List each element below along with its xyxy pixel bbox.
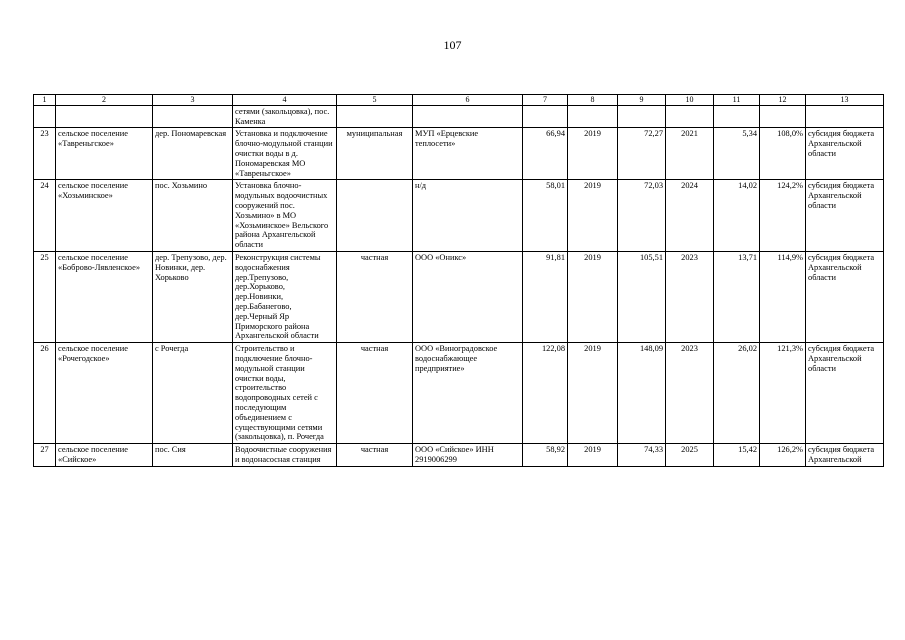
project-cell: Реконструкция системы водоснабжения дер.Трепузово, дер.Хорьково, дер.Новинки, дер.Бабанегово, дер.Черный Яр Приморского района Архангельской области [233, 251, 337, 342]
header-cell: 3 [153, 95, 233, 106]
value-cell: 72,27 [618, 128, 666, 180]
value-cell: 26,02 [714, 343, 760, 444]
project-cell: Строительство и подключение блочно-модульной станции очистки воды, строительство водопроводных сетей с последующим объединением с существующими сетями (закольцовка), п. Рочегда [233, 343, 337, 444]
header-cell: 12 [760, 95, 806, 106]
value-cell: 15,42 [714, 444, 760, 467]
header-cell: 11 [714, 95, 760, 106]
table-row [34, 343, 884, 444]
locality-cell: пос. Сия [153, 444, 233, 467]
value-cell: 105,51 [618, 251, 666, 342]
funding-source-cell: субсидия бюджета Архангельской [806, 444, 884, 467]
funding-source-cell: субсидия бюджета Архангельской области [806, 251, 884, 342]
percent-cell: 126,2% [760, 444, 806, 467]
value-cell: 13,71 [714, 251, 760, 342]
header-cell: 13 [806, 95, 884, 106]
project-cell: Установка блочно-модульных водоочистных сооружений пос. Хозьмино» в МО «Хозьминское» Вельского района Архангельской области [233, 180, 337, 252]
year-cell: 2019 [568, 251, 618, 342]
locality-cell: дер. Трепузово, дер. Новинки, дер. Хорьково [153, 251, 233, 342]
funding-source-cell: субсидия бюджета Архангельской области [806, 128, 884, 180]
ownership-cell: частная [337, 251, 413, 342]
value-cell: 66,94 [523, 128, 568, 180]
value-cell: 122,08 [523, 343, 568, 444]
settlement-cell: сельское поселение «Сийское» [56, 444, 153, 467]
row-number: 23 [34, 128, 56, 180]
project-cell: Установка и подключение блочно-модульной станции очистки воды в д. Пономаревская МО «Тавреньгское» [233, 128, 337, 180]
table-row [34, 251, 884, 342]
header-cell: 8 [568, 95, 618, 106]
value-cell: 74,33 [618, 444, 666, 467]
year-cell: 2024 [666, 180, 714, 252]
operator-cell: ООО «Оникс» [413, 251, 523, 342]
percent-cell: 114,9% [760, 251, 806, 342]
row-number: 24 [34, 180, 56, 252]
header-cell: 9 [618, 95, 666, 106]
percent-cell: 124,2% [760, 180, 806, 252]
row-number: 25 [34, 251, 56, 342]
header-cell: 4 [233, 95, 337, 106]
ownership-cell: муниципальная [337, 128, 413, 180]
year-cell: 2019 [568, 343, 618, 444]
funding-source-cell: субсидия бюджета Архангельской области [806, 343, 884, 444]
value-cell: 5,34 [714, 128, 760, 180]
value-cell: 14,02 [714, 180, 760, 252]
value-cell: 58,01 [523, 180, 568, 252]
settlement-cell: сельское поселение «Хозьминское» [56, 180, 153, 252]
value-cell: 72,03 [618, 180, 666, 252]
year-cell: 2021 [666, 128, 714, 180]
year-cell: 2019 [568, 180, 618, 252]
locality-cell: дер. Пономаревская [153, 128, 233, 180]
year-cell: 2019 [568, 128, 618, 180]
value-cell: 58,92 [523, 444, 568, 467]
ownership-cell [337, 180, 413, 252]
row-number: 26 [34, 343, 56, 444]
funding-source-cell: субсидия бюджета Архангельской области [806, 180, 884, 252]
locality-cell: с Рочегда [153, 343, 233, 444]
row-number: 27 [34, 444, 56, 467]
settlement-cell: сельское поселение «Тавреньгское» [56, 128, 153, 180]
data-table [33, 94, 884, 467]
percent-cell: 108,0% [760, 128, 806, 180]
value-cell: 91,81 [523, 251, 568, 342]
locality-cell: пос. Хозьмино [153, 180, 233, 252]
table-row [34, 180, 884, 252]
header-cell: 7 [523, 95, 568, 106]
year-cell: 2023 [666, 343, 714, 444]
ownership-cell: частная [337, 343, 413, 444]
header-cell: 6 [413, 95, 523, 106]
year-cell: 2025 [666, 444, 714, 467]
year-cell: 2019 [568, 444, 618, 467]
header-cell: 10 [666, 95, 714, 106]
year-cell: 2023 [666, 251, 714, 342]
header-cell: 1 [34, 95, 56, 106]
carryover-row [34, 105, 884, 128]
percent-cell: 121,3% [760, 343, 806, 444]
table-row [34, 128, 884, 180]
page-number: 107 [443, 38, 462, 52]
header-row [34, 95, 884, 106]
value-cell: 148,09 [618, 343, 666, 444]
operator-cell: МУП «Ерцевские теплосети» [413, 128, 523, 180]
settlement-cell: сельское поселение «Рочегодское» [56, 343, 153, 444]
settlement-cell: сельское поселение «Боброво-Лявленское» [56, 251, 153, 342]
operator-cell: ООО «Виноградовское водоснабжающее предприятие» [413, 343, 523, 444]
operator-cell: ООО «Сийское» ИНН 2919006299 [413, 444, 523, 467]
header-cell: 2 [56, 95, 153, 106]
ownership-cell: частная [337, 444, 413, 467]
project-cell: Водоочистные сооружения и водонасосная станция [233, 444, 337, 467]
header-cell: 5 [337, 95, 413, 106]
table-row [34, 444, 884, 467]
operator-cell: н/д [413, 180, 523, 252]
carryover-project-text: сетями (закольцовка), пос. Каменка [233, 105, 337, 128]
